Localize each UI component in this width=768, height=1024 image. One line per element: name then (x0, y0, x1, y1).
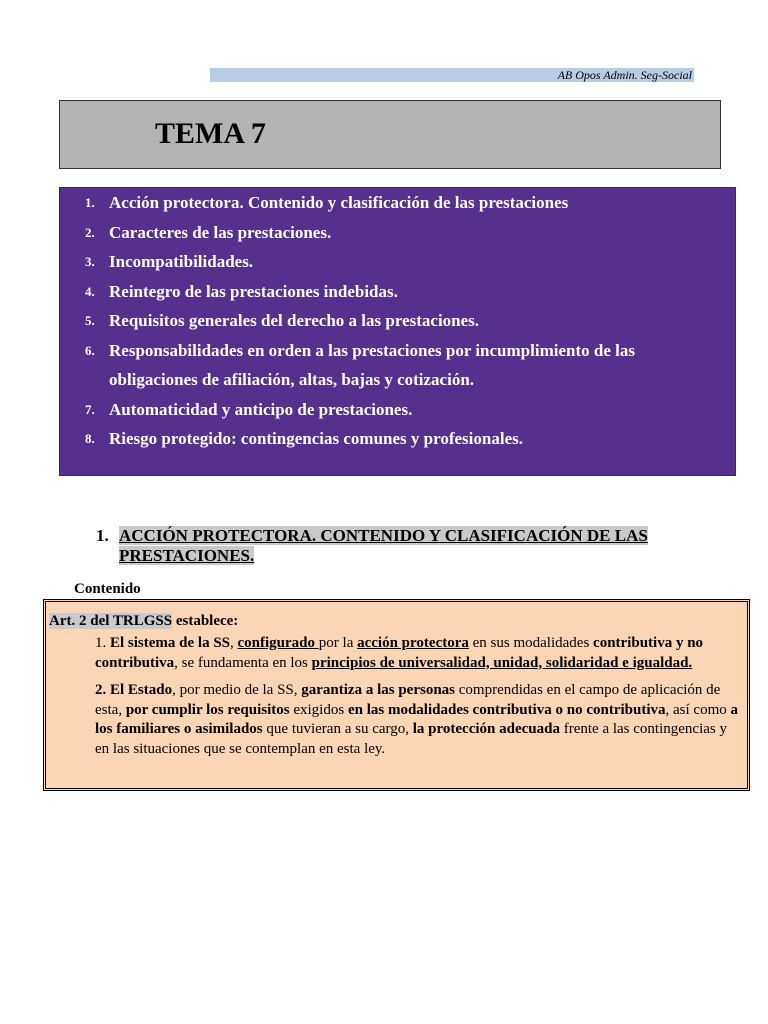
text-run: por la (318, 635, 358, 651)
article-ref: Art. 2 del TRLGSS (49, 613, 173, 629)
paragraph-number: 2 (95, 682, 103, 698)
toc-item-num: 5. (85, 313, 95, 328)
toc-item-label: Automaticidad y anticipo de prestaciones. (109, 399, 413, 419)
table-of-contents (59, 187, 736, 476)
toc-item-num: 2. (85, 224, 95, 240)
article-box (43, 599, 750, 791)
toc-item-num: 3. (85, 254, 95, 269)
text-run: El sistema de la SS (106, 635, 231, 651)
text-run: contributiva y no contributiva (95, 635, 704, 671)
toc-item (85, 247, 705, 277)
text-run: , por medio de la SS, (172, 682, 302, 698)
toc-item-label: Caracteres de las prestaciones. (109, 222, 332, 242)
text-run: en sus modalidades (468, 635, 594, 651)
toc-item (85, 306, 705, 336)
toc-item (85, 424, 705, 454)
contenido-label: Contenido (74, 581, 141, 597)
title-box (59, 100, 721, 169)
toc-item-label: Reintegro de las prestaciones indebidas. (109, 281, 398, 301)
text-run: exigidos (289, 701, 348, 718)
paragraph-number: 1. (95, 635, 107, 651)
article-paragraph-2 (95, 681, 743, 759)
toc-item-label: Requisitos generales del derecho a las prestaciones. (109, 311, 480, 330)
text-run: , (230, 635, 238, 651)
toc-item (85, 188, 705, 218)
text-run: comprendidas en el campo de aplicación de esta, (95, 682, 721, 718)
toc-item (85, 395, 705, 425)
text-run: a los familiares o asimilados (95, 701, 738, 737)
toc-item-num: 7. (85, 401, 95, 417)
toc-item (85, 277, 705, 307)
toc-item-label: Riesgo protegido: contingencias comunes y profesionales. (109, 429, 523, 448)
toc-item-num: 1. (85, 195, 95, 210)
toc-item-label: Incompatibilidades. (109, 252, 254, 271)
toc-item-label: Responsabilidades en orden a las prestaciones por incumplimiento de las obligaciones de afiliación, altas, bajas y cotización. (109, 340, 635, 389)
text-run: en las modalidades contributiva o no contributiva (347, 701, 666, 718)
text-run: acción protectora (357, 635, 469, 651)
text-run: configurado (237, 635, 319, 651)
text-run: . El Estado (102, 682, 173, 698)
article-paragraph-1 (95, 634, 743, 673)
toc-item (85, 218, 705, 248)
header-bar (210, 68, 694, 82)
section-number: 1. (96, 526, 109, 545)
toc-item-num: 4. (85, 283, 95, 299)
article-heading (49, 613, 238, 630)
toc-item-num: 6. (85, 342, 95, 358)
text-run: la protección adecuada (412, 721, 560, 737)
article-heading-rest: establece: (172, 613, 239, 629)
text-run: , se fundamenta en los (174, 654, 312, 671)
section-title: ACCIÓN PROTECTORA. CONTENIDO Y CLASIFICACIÓN DE LAS PRESTACIONES. (119, 526, 648, 565)
text-run: principios de universalidad, unidad, solidaridad e igualdad. (311, 654, 693, 671)
toc-item (85, 336, 705, 395)
text-run: frente a las contingencias y en las situaciones que se contemplan en esta ley. (95, 721, 727, 757)
text-run: garantiza a las personas (301, 682, 456, 698)
header-text: AB Opos Admin. Seg-Social (557, 68, 692, 82)
text-run: que tuvieran a su cargo, (262, 721, 413, 737)
text-run: por cumplir los requisitos (125, 701, 290, 718)
toc-item-label: Acción protectora. Contenido y clasificación de las prestaciones (109, 193, 569, 212)
toc-item-num: 8. (85, 431, 95, 446)
page-title: TEMA 7 (155, 117, 266, 150)
text-run: , así como (665, 701, 731, 718)
